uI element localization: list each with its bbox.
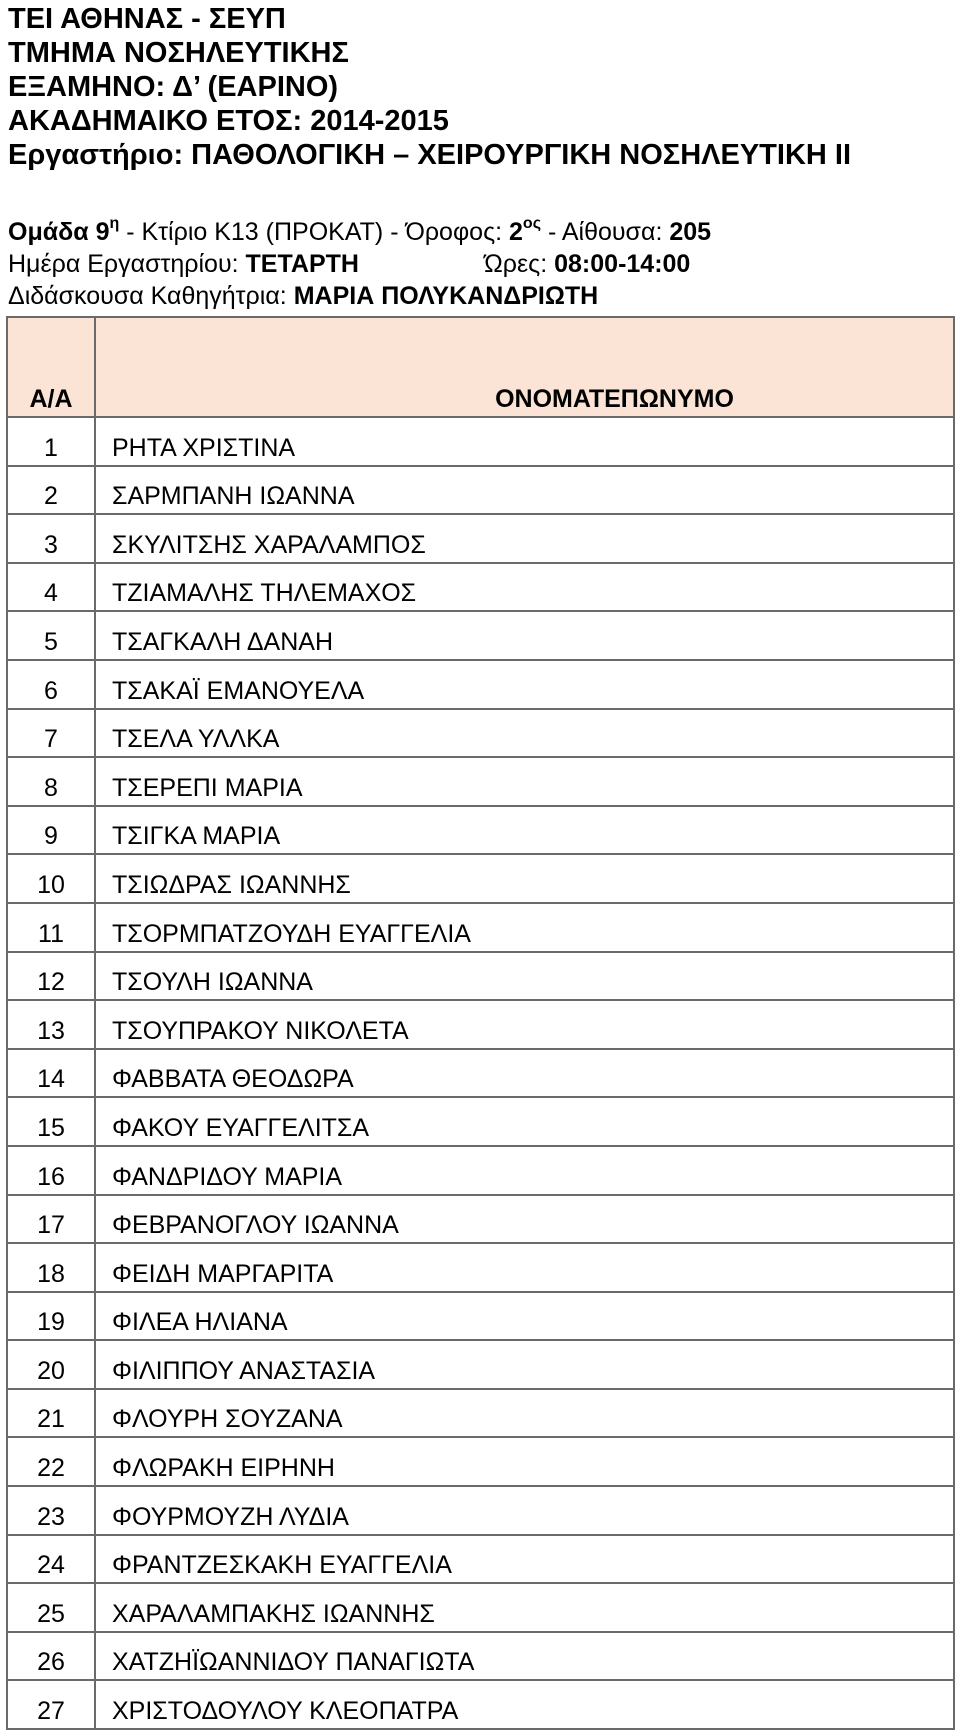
table-row bbox=[7, 854, 954, 903]
table-row bbox=[7, 563, 954, 612]
row-number: 2 bbox=[7, 466, 95, 515]
table-row bbox=[7, 903, 954, 952]
table-row bbox=[7, 514, 954, 563]
student-name: ΤΣΙΩΔΡΑΣ ΙΩΑΝΝΗΣ bbox=[95, 854, 954, 903]
student-name: ΤΣΕΡΕΠΙ ΜΑΡΙΑ bbox=[95, 757, 954, 806]
row-number: 10 bbox=[7, 854, 95, 903]
group-location-line bbox=[8, 216, 952, 248]
row-number: 9 bbox=[7, 806, 95, 855]
row-number: 21 bbox=[7, 1389, 95, 1438]
table-row bbox=[7, 806, 954, 855]
student-name: ΣΚΥΛΙΤΣΗΣ ΧΑΡΑΛΑΜΠΟΣ bbox=[95, 514, 954, 563]
student-name: ΦΑΒΒΑΤΑ ΘΕΟΔΩΡΑ bbox=[95, 1049, 954, 1098]
column-header-number: Α/Α bbox=[7, 317, 95, 417]
teacher-label: Διδάσκουσα Καθηγήτρια: bbox=[8, 282, 294, 310]
room-value: 205 bbox=[669, 218, 712, 246]
row-number: 13 bbox=[7, 1000, 95, 1049]
table-row bbox=[7, 611, 954, 660]
row-number: 11 bbox=[7, 903, 95, 952]
row-number: 17 bbox=[7, 1195, 95, 1244]
column-header-name: ΟΝΟΜΑΤΕΠΩΝΥΜΟ bbox=[95, 317, 954, 417]
student-name: ΦΡΑΝΤΖΕΣΚΑΚΗ ΕΥΑΓΓΕΛΙΑ bbox=[95, 1535, 954, 1584]
student-name: ΦΑΚΟΥ ΕΥΑΓΓΕΛΙΤΣΑ bbox=[95, 1097, 954, 1146]
document-heading bbox=[8, 2, 952, 172]
row-number: 20 bbox=[7, 1340, 95, 1389]
day-hours-line bbox=[8, 248, 952, 280]
table-row bbox=[7, 1243, 954, 1292]
table-row bbox=[7, 1000, 954, 1049]
table-row bbox=[7, 1097, 954, 1146]
student-name: ΤΣΟΥΠΡΑΚΟΥ ΝΙΚΟΛΕΤΑ bbox=[95, 1000, 954, 1049]
row-number: 4 bbox=[7, 563, 95, 612]
group-ordinal: η bbox=[109, 214, 120, 232]
department-line: ΤΜΗΜΑ ΝΟΣΗΛΕΥΤΙΚΗΣ bbox=[8, 37, 349, 69]
row-number: 14 bbox=[7, 1049, 95, 1098]
table-row bbox=[7, 417, 954, 466]
room-label: - Αίθουσα: bbox=[541, 218, 670, 246]
table-row bbox=[7, 660, 954, 709]
table-row bbox=[7, 952, 954, 1001]
day-label: Ημέρα Εργαστηρίου: bbox=[8, 250, 246, 278]
row-number: 24 bbox=[7, 1535, 95, 1584]
row-number: 27 bbox=[7, 1680, 95, 1729]
student-name: ΧΑΤΖΗΪΩΑΝΝΙΔΟΥ ΠΑΝΑΓΙΩΤΑ bbox=[95, 1632, 954, 1681]
building-text: - Κτίριο Κ13 (ΠΡΟΚΑΤ) - Όροφος: bbox=[119, 218, 510, 246]
row-number: 18 bbox=[7, 1243, 95, 1292]
row-number: 1 bbox=[7, 417, 95, 466]
row-number: 12 bbox=[7, 952, 95, 1001]
row-number: 25 bbox=[7, 1583, 95, 1632]
table-row bbox=[7, 1195, 954, 1244]
row-number: 15 bbox=[7, 1097, 95, 1146]
day-value: ΤΕΤΑΡΤΗ bbox=[245, 250, 359, 278]
student-name: ΦΕΙΔΗ ΜΑΡΓΑΡΙΤΑ bbox=[95, 1243, 954, 1292]
floor-ordinal: ος bbox=[522, 214, 542, 232]
student-name: ΡΗΤΑ ΧΡΙΣΤΙΝΑ bbox=[95, 417, 954, 466]
student-name: ΤΖΙΑΜΑΛΗΣ ΤΗΛΕΜΑΧΟΣ bbox=[95, 563, 954, 612]
student-name: ΤΣΙΓΚΑ ΜΑΡΙΑ bbox=[95, 806, 954, 855]
table-row bbox=[7, 1583, 954, 1632]
row-number: 6 bbox=[7, 660, 95, 709]
table-row bbox=[7, 1292, 954, 1341]
floor-value: 2 bbox=[509, 218, 523, 246]
row-number: 16 bbox=[7, 1146, 95, 1195]
student-name: ΧΑΡΑΛΑΜΠΑΚΗΣ ΙΩΑΝΝΗΣ bbox=[95, 1583, 954, 1632]
semester-line: ΕΞΑΜΗΝΟ: Δ’ (ΕΑΡΙΝΟ) bbox=[8, 71, 339, 103]
table-row bbox=[7, 466, 954, 515]
row-number: 23 bbox=[7, 1486, 95, 1535]
row-number: 8 bbox=[7, 757, 95, 806]
table-row bbox=[7, 1680, 954, 1729]
row-number: 19 bbox=[7, 1292, 95, 1341]
student-name: ΦΑΝΔΡΙΔΟΥ ΜΑΡΙΑ bbox=[95, 1146, 954, 1195]
student-roster-table bbox=[6, 316, 955, 1730]
table-row bbox=[7, 1437, 954, 1486]
table-row bbox=[7, 1146, 954, 1195]
table-row bbox=[7, 709, 954, 758]
student-name: ΤΣΟΥΛΗ ΙΩΑΝΝΑ bbox=[95, 952, 954, 1001]
table-row bbox=[7, 757, 954, 806]
row-number: 5 bbox=[7, 611, 95, 660]
student-name: ΤΣΕΛΑ ΥΛΛΚΑ bbox=[95, 709, 954, 758]
student-name: ΤΣΟΡΜΠΑΤΖΟΥΔΗ ΕΥΑΓΓΕΛΙΑ bbox=[95, 903, 954, 952]
student-name: ΦΛΩΡΑΚΗ ΕΙΡΗΝΗ bbox=[95, 1437, 954, 1486]
table-row bbox=[7, 1049, 954, 1098]
row-number: 7 bbox=[7, 709, 95, 758]
student-name: ΦΙΛΕΑ ΗΛΙΑΝΑ bbox=[95, 1292, 954, 1341]
teacher-line bbox=[8, 280, 952, 312]
group-info bbox=[8, 216, 952, 312]
table-row bbox=[7, 1535, 954, 1584]
student-name: ΧΡΙΣΤΟΔΟΥΛΟΥ ΚΛΕΟΠΑΤΡΑ bbox=[95, 1680, 954, 1729]
row-number: 26 bbox=[7, 1632, 95, 1681]
row-number: 22 bbox=[7, 1437, 95, 1486]
student-name: ΣΑΡΜΠΑΝΗ ΙΩΑΝΝΑ bbox=[95, 466, 954, 515]
student-name: ΦΙΛΙΠΠΟΥ ΑΝΑΣΤΑΣΙΑ bbox=[95, 1340, 954, 1389]
row-number: 3 bbox=[7, 514, 95, 563]
student-name: ΦΛΟΥΡΗ ΣΟΥΖΑΝΑ bbox=[95, 1389, 954, 1438]
teacher-name: ΜΑΡΙΑ ΠΟΛΥΚΑΝΔΡΙΩΤΗ bbox=[293, 282, 599, 310]
table-row bbox=[7, 1486, 954, 1535]
laboratory-line: Εργαστήριο: ΠΑΘΟΛΟΓΙΚΗ – ΧΕΙΡΟΥΡΓΙΚΗ ΝΟΣΗΛΕΥΤΙΚΗ ΙΙ bbox=[8, 139, 851, 171]
table-header-row bbox=[7, 317, 954, 417]
student-name: ΦΟΥΡΜΟΥΖΗ ΛΥΔΙΑ bbox=[95, 1486, 954, 1535]
student-name: ΤΣΑΓΚΑΛΗ ΔΑΝΑΗ bbox=[95, 611, 954, 660]
table-row bbox=[7, 1632, 954, 1681]
hours-group bbox=[484, 248, 690, 280]
institution-line: ΤΕΙ ΑΘΗΝΑΣ - ΣΕΥΠ bbox=[8, 3, 286, 35]
table-row bbox=[7, 1340, 954, 1389]
student-name: ΤΣΑΚΑΪ ΕΜΑΝΟΥΕΛΑ bbox=[95, 660, 954, 709]
hours-label: Ώρες: bbox=[484, 250, 555, 278]
student-name: ΦΕΒΡΑΝΟΓΛΟΥ ΙΩΑΝΝΑ bbox=[95, 1195, 954, 1244]
hours-value: 08:00-14:00 bbox=[554, 250, 691, 278]
roster-body bbox=[7, 417, 954, 1729]
table-row bbox=[7, 1389, 954, 1438]
academic-year-line: ΑΚΑΔΗΜΑΙΚΟ ΕΤΟΣ: 2014-2015 bbox=[8, 105, 449, 137]
group-label: Ομάδα 9 bbox=[8, 218, 110, 246]
